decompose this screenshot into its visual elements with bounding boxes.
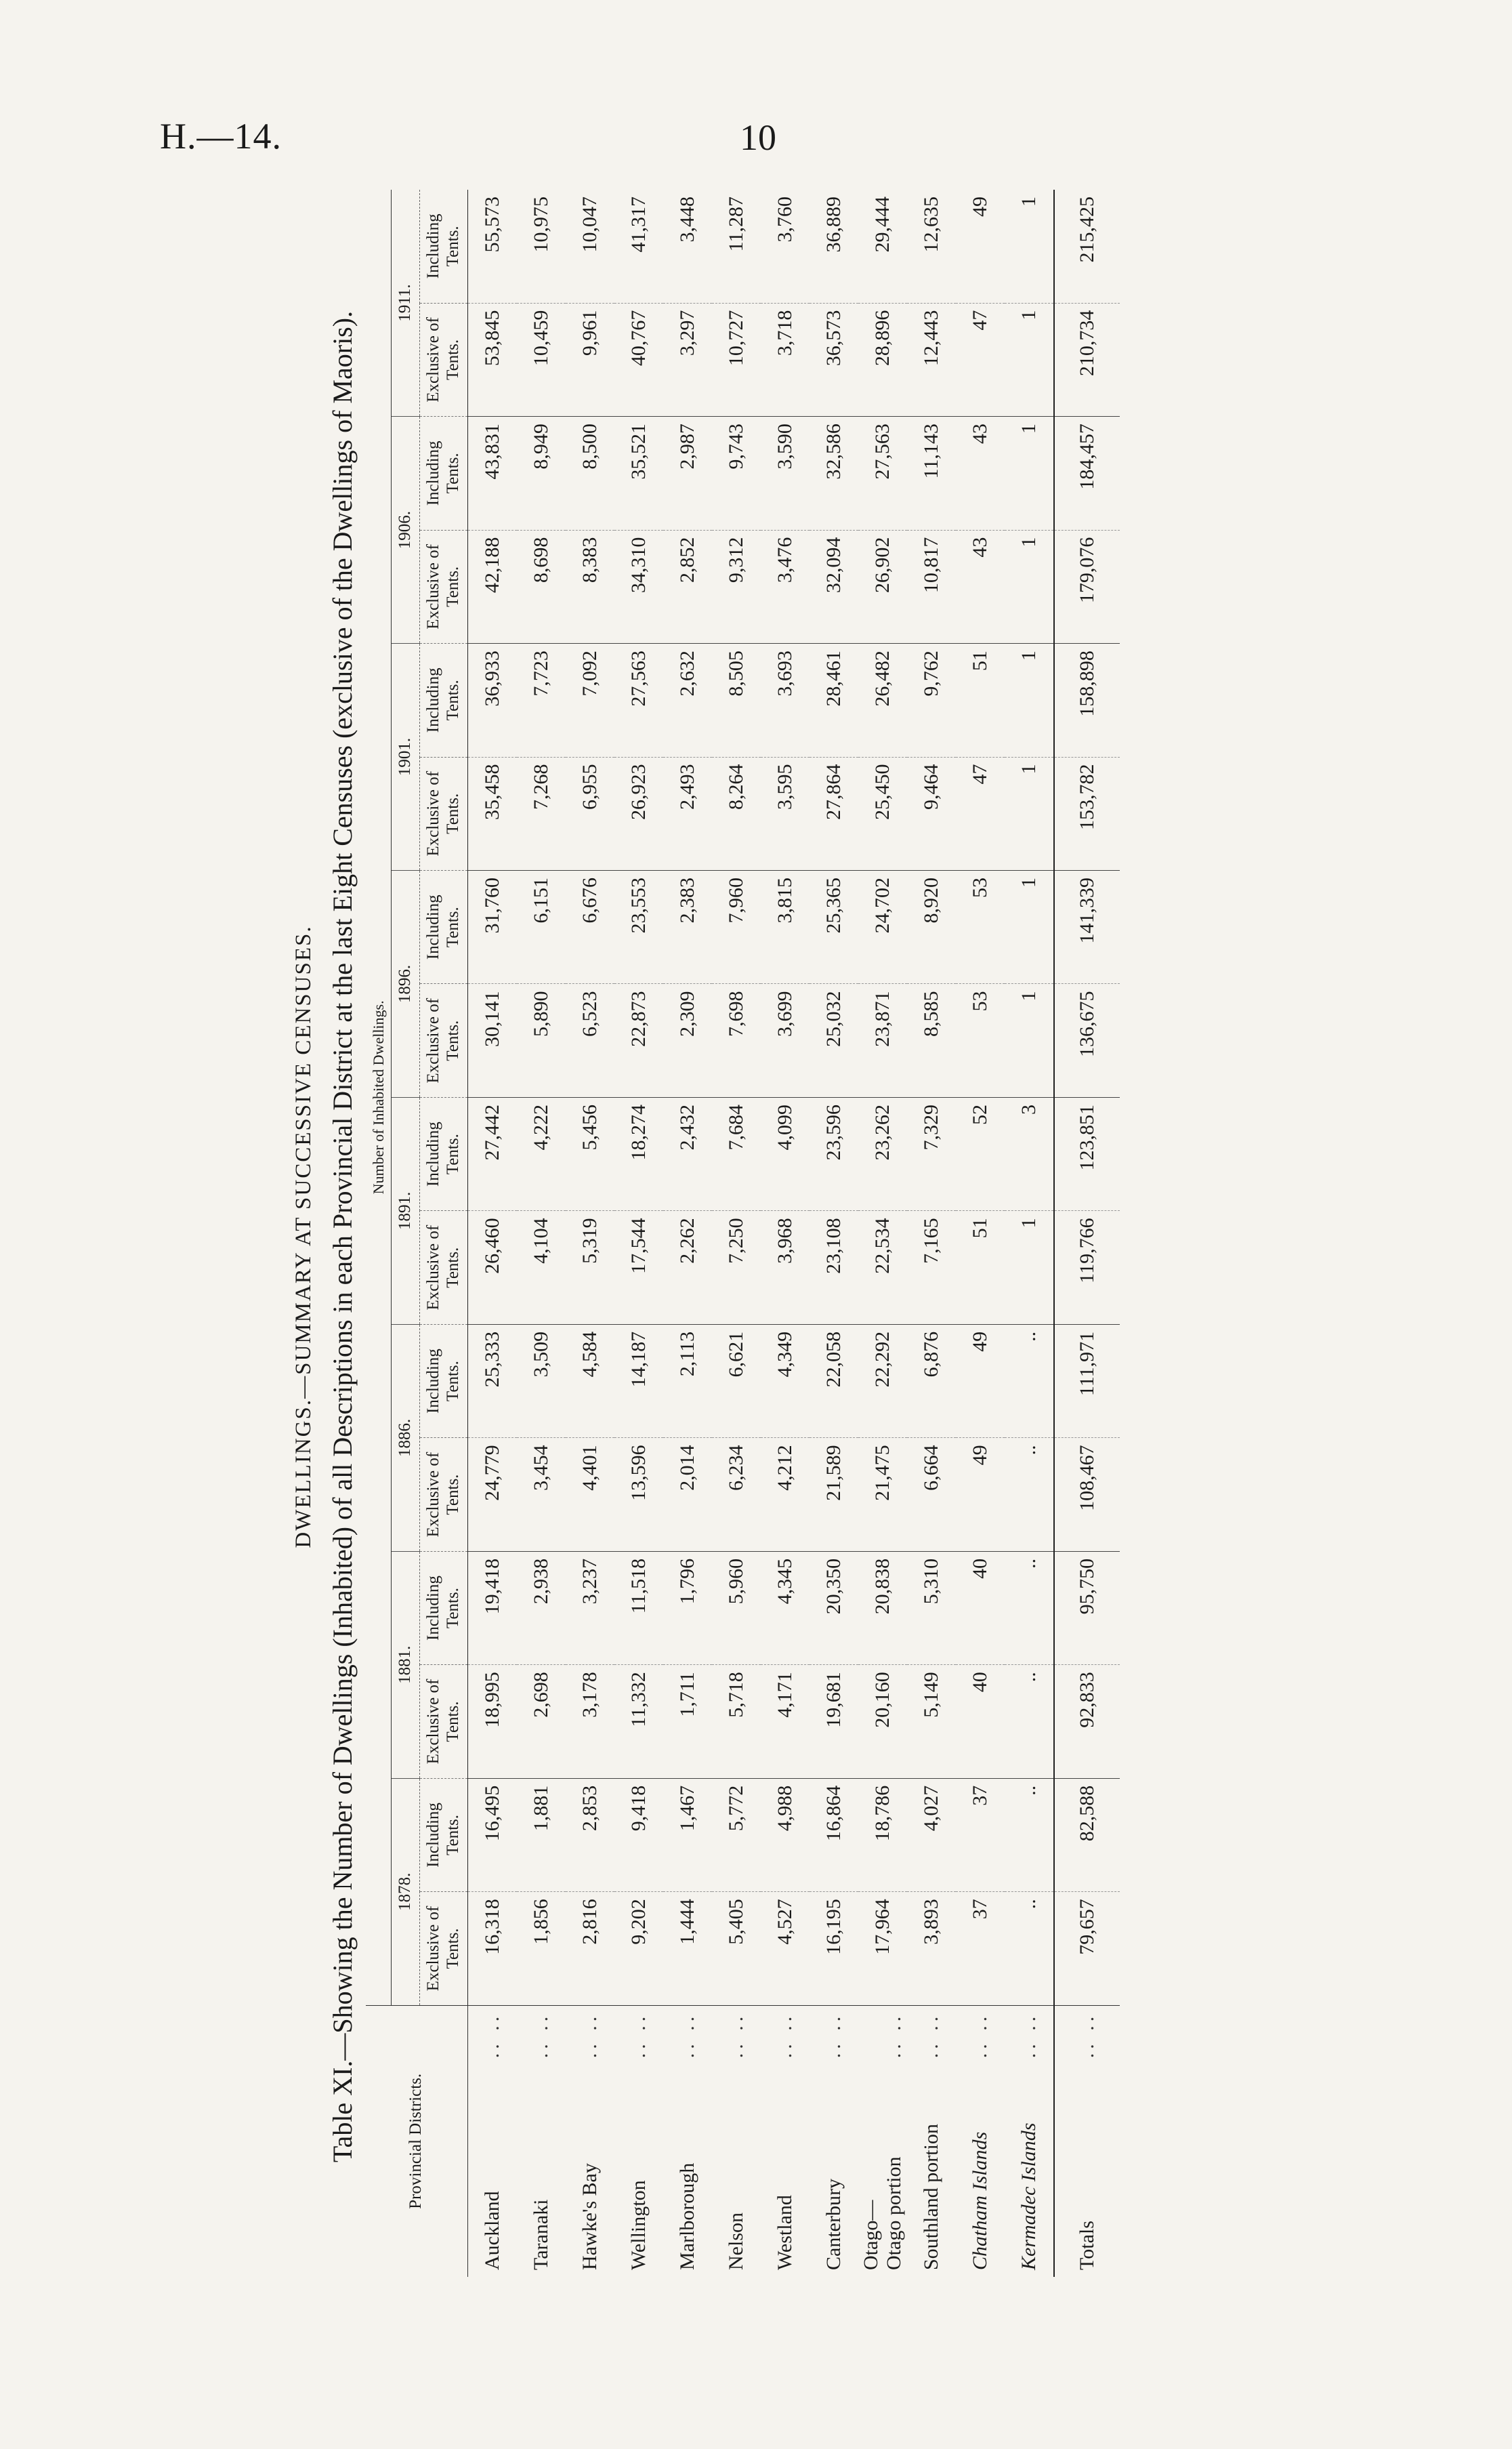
value-cell: 21,475 <box>858 1438 907 1551</box>
value-cell: 5,772 <box>712 1778 761 1891</box>
dwellings-table <box>366 190 1120 2277</box>
value-cell: 1,796 <box>663 1551 712 1664</box>
value-cell: 7,165 <box>907 1211 956 1324</box>
value-cell: 9,762 <box>907 644 956 757</box>
value-cell: 4,104 <box>517 1211 566 1324</box>
value-cell: 30,141 <box>467 984 517 1097</box>
district-name: Auckland <box>480 2191 503 2270</box>
value-cell: 1,467 <box>663 1778 712 1891</box>
value-cell: 26,460 <box>467 1211 517 1324</box>
value-cell: 22,292 <box>858 1324 907 1437</box>
year-header: 1896. <box>392 871 420 1098</box>
value-cell: 3,590 <box>761 417 810 530</box>
leader-dots: .. .. <box>822 2012 845 2059</box>
value-cell: 9,202 <box>614 1892 663 2005</box>
district-subname: Otago portion <box>882 2156 905 2270</box>
value-cell: 11,518 <box>614 1551 663 1664</box>
leader-dots: .. .. <box>724 2012 747 2059</box>
value-cell: 4,099 <box>761 1097 810 1210</box>
value-cell: 36,933 <box>467 644 517 757</box>
value-cell: 1,856 <box>517 1892 566 2005</box>
value-cell: 55,573 <box>467 190 517 303</box>
value-cell: 1 <box>1005 190 1054 303</box>
leader-dots: .. .. <box>1075 2012 1098 2059</box>
value-cell: 7,684 <box>712 1097 761 1210</box>
value-cell: 29,444 <box>858 190 907 303</box>
value-cell: 8,264 <box>712 757 761 870</box>
value-cell: 2,309 <box>663 984 712 1097</box>
value-cell: 5,405 <box>712 1892 761 2005</box>
value-cell: 53,845 <box>467 303 517 416</box>
district-name-cell <box>858 2005 907 2277</box>
value-cell: 2,014 <box>663 1438 712 1551</box>
year-header: 1881. <box>392 1551 420 1778</box>
district-name: Nelson <box>724 2213 747 2270</box>
value-cell: 28,896 <box>858 303 907 416</box>
value-cell: 5,960 <box>712 1551 761 1664</box>
value-cell: 5,890 <box>517 984 566 1097</box>
leader-dots: .. .. <box>882 2012 905 2059</box>
value-cell: 53 <box>956 984 1005 1097</box>
value-cell: 51 <box>956 644 1005 757</box>
value-cell: 8,505 <box>712 644 761 757</box>
value-cell: 26,923 <box>614 757 663 870</box>
value-cell: 5,456 <box>566 1097 614 1210</box>
value-cell: 25,032 <box>810 984 858 1097</box>
value-cell: 25,450 <box>858 757 907 870</box>
value-cell: 184,457 <box>1054 417 1120 530</box>
table-row <box>858 190 907 2277</box>
value-cell: 36,573 <box>810 303 858 416</box>
year-header: 1891. <box>392 1097 420 1324</box>
value-cell: 4,027 <box>907 1778 956 1891</box>
value-cell: 9,464 <box>907 757 956 870</box>
value-cell: 1,444 <box>663 1892 712 2005</box>
table-caption: Table XI.—Showing the Number of Dwellings (Inhabited) of all Descriptions in each Provincial District at the last Eight Censuses (exclusive of the Dwellings of Maoris). <box>327 310 358 2163</box>
table-row <box>956 190 1005 2277</box>
value-cell: 7,698 <box>712 984 761 1097</box>
value-cell: 1,711 <box>663 1665 712 1778</box>
value-cell: 47 <box>956 757 1005 870</box>
value-cell: 25,365 <box>810 871 858 984</box>
value-cell: 18,274 <box>614 1097 663 1210</box>
value-cell: 19,418 <box>467 1551 517 1664</box>
value-cell: 51 <box>956 1211 1005 1324</box>
stub-header: Provincial Districts. <box>366 2005 467 2277</box>
value-cell: 2,852 <box>663 530 712 643</box>
value-cell: 25,333 <box>467 1324 517 1437</box>
value-cell: 43 <box>956 417 1005 530</box>
value-cell: 2,632 <box>663 644 712 757</box>
value-cell: 32,094 <box>810 530 858 643</box>
including-tents-header: Including Tents. <box>420 1097 468 1210</box>
value-cell: 16,864 <box>810 1778 858 1891</box>
value-cell: 7,092 <box>566 644 614 757</box>
value-cell: 42,188 <box>467 530 517 643</box>
table-row <box>1005 190 1054 2277</box>
value-cell: 19,681 <box>810 1665 858 1778</box>
value-cell: 3,693 <box>761 644 810 757</box>
value-cell: 4,988 <box>761 1778 810 1891</box>
value-cell: 9,743 <box>712 417 761 530</box>
value-cell: 6,234 <box>712 1438 761 1551</box>
value-cell: .. <box>1005 1438 1054 1551</box>
value-cell: 153,782 <box>1054 757 1120 870</box>
value-cell: .. <box>1005 1324 1054 1437</box>
value-cell: 27,442 <box>467 1097 517 1210</box>
year-header: 1886. <box>392 1324 420 1551</box>
value-cell: 9,418 <box>614 1778 663 1891</box>
value-cell: .. <box>1005 1778 1054 1891</box>
totals-row <box>1054 190 1120 2277</box>
year-header: 1911. <box>392 190 420 417</box>
value-cell: 2,383 <box>663 871 712 984</box>
exclusive-of-tents-header: Exclusive of Tents. <box>420 303 468 416</box>
value-cell: 12,635 <box>907 190 956 303</box>
value-cell: 6,523 <box>566 984 614 1097</box>
district-name-cell <box>1054 2005 1120 2277</box>
value-cell: 13,596 <box>614 1438 663 1551</box>
exclusive-of-tents-header: Exclusive of Tents. <box>420 1892 468 2005</box>
district-name-cell <box>614 2005 663 2277</box>
value-cell: 8,383 <box>566 530 614 643</box>
value-cell: 210,734 <box>1054 303 1120 416</box>
value-cell: 1 <box>1005 984 1054 1097</box>
value-cell: 4,349 <box>761 1324 810 1437</box>
value-cell: 141,339 <box>1054 871 1120 984</box>
value-cell: 92,833 <box>1054 1665 1120 1778</box>
including-tents-header: Including Tents. <box>420 871 468 984</box>
value-cell: 4,527 <box>761 1892 810 2005</box>
value-cell: 23,596 <box>810 1097 858 1210</box>
district-name-cell <box>663 2005 712 2277</box>
value-cell: 40,767 <box>614 303 663 416</box>
district-name: Wellington <box>627 2180 650 2270</box>
value-cell: 27,563 <box>614 644 663 757</box>
district-name: Kermadec Islands <box>1017 2122 1040 2270</box>
value-cell: 52 <box>956 1097 1005 1210</box>
value-cell: 7,329 <box>907 1097 956 1210</box>
table-row <box>467 190 517 2277</box>
value-cell: 28,461 <box>810 644 858 757</box>
leader-dots: .. .. <box>578 2012 601 2059</box>
value-cell: 16,195 <box>810 1892 858 2005</box>
leader-dots: .. .. <box>480 2012 503 2059</box>
value-cell: 16,495 <box>467 1778 517 1891</box>
value-cell: 34,310 <box>614 530 663 643</box>
value-cell: 3 <box>1005 1097 1054 1210</box>
value-cell: 16,318 <box>467 1892 517 2005</box>
value-cell: 4,401 <box>566 1438 614 1551</box>
table-row <box>761 190 810 2277</box>
value-cell: 6,621 <box>712 1324 761 1437</box>
group-header: Number of Inhabited Dwellings. <box>366 190 392 2005</box>
leader-dots: .. .. <box>627 2012 650 2059</box>
district-name: Otago— <box>859 2200 882 2270</box>
value-cell: 23,553 <box>614 871 663 984</box>
value-cell: 43 <box>956 530 1005 643</box>
value-cell: 4,345 <box>761 1551 810 1664</box>
leader-dots: .. .. <box>529 2012 552 2059</box>
value-cell: 3,454 <box>517 1438 566 1551</box>
value-cell: 10,047 <box>566 190 614 303</box>
value-cell: 26,482 <box>858 644 907 757</box>
district-name-cell <box>956 2005 1005 2277</box>
page-number: 10 <box>740 117 776 158</box>
district-name-cell <box>517 2005 566 2277</box>
value-cell: 2,853 <box>566 1778 614 1891</box>
leader-dots: .. .. <box>1017 2012 1040 2059</box>
value-cell: 6,876 <box>907 1324 956 1437</box>
value-cell: 49 <box>956 190 1005 303</box>
value-cell: 10,975 <box>517 190 566 303</box>
district-name: Totals <box>1075 2221 1098 2270</box>
district-name-cell <box>1005 2005 1054 2277</box>
value-cell: 24,702 <box>858 871 907 984</box>
leader-dots: .. .. <box>919 2012 942 2059</box>
value-cell: 3,448 <box>663 190 712 303</box>
value-cell: 6,151 <box>517 871 566 984</box>
value-cell: 3,297 <box>663 303 712 416</box>
value-cell: 5,310 <box>907 1551 956 1664</box>
value-cell: 23,108 <box>810 1211 858 1324</box>
value-cell: 4,222 <box>517 1097 566 1210</box>
value-cell: 1 <box>1005 871 1054 984</box>
value-cell: 3,718 <box>761 303 810 416</box>
value-cell: 3,893 <box>907 1892 956 2005</box>
including-tents-header: Including Tents. <box>420 417 468 530</box>
including-tents-header: Including Tents. <box>420 1778 468 1891</box>
value-cell: 8,698 <box>517 530 566 643</box>
leader-dots: .. .. <box>968 2012 991 2059</box>
value-cell: 179,076 <box>1054 530 1120 643</box>
value-cell: 20,838 <box>858 1551 907 1664</box>
value-cell: 6,955 <box>566 757 614 870</box>
exclusive-of-tents-header: Exclusive of Tents. <box>420 984 468 1097</box>
value-cell: 3,595 <box>761 757 810 870</box>
value-cell: 7,268 <box>517 757 566 870</box>
value-cell: 111,971 <box>1054 1324 1120 1437</box>
value-cell: 3,815 <box>761 871 810 984</box>
value-cell: 3,699 <box>761 984 810 1097</box>
table-title-heading: DWELLINGS.—SUMMARY AT SUCCESSIVE CENSUSES. <box>291 925 316 1548</box>
value-cell: 5,319 <box>566 1211 614 1324</box>
value-cell: 36,889 <box>810 190 858 303</box>
value-cell: 10,817 <box>907 530 956 643</box>
value-cell: 37 <box>956 1892 1005 2005</box>
value-cell: 37 <box>956 1778 1005 1891</box>
table-row <box>566 190 614 2277</box>
value-cell: 215,425 <box>1054 190 1120 303</box>
value-cell: 1,881 <box>517 1778 566 1891</box>
value-cell: 79,657 <box>1054 1892 1120 2005</box>
value-cell: 40 <box>956 1665 1005 1778</box>
value-cell: 6,664 <box>907 1438 956 1551</box>
value-cell: 5,718 <box>712 1665 761 1778</box>
leader-dots: .. .. <box>675 2012 698 2059</box>
value-cell: 18,995 <box>467 1665 517 1778</box>
value-cell: 35,458 <box>467 757 517 870</box>
value-cell: 5,149 <box>907 1665 956 1778</box>
district-name-cell <box>467 2005 517 2277</box>
district-name: Hawke's Bay <box>578 2163 601 2270</box>
value-cell: 1 <box>1005 757 1054 870</box>
exclusive-of-tents-header: Exclusive of Tents. <box>420 530 468 643</box>
district-name-cell <box>566 2005 614 2277</box>
value-cell: 3,760 <box>761 190 810 303</box>
value-cell: 8,500 <box>566 417 614 530</box>
value-cell: 8,920 <box>907 871 956 984</box>
value-cell: 1 <box>1005 417 1054 530</box>
value-cell: 2,698 <box>517 1665 566 1778</box>
value-cell: 2,113 <box>663 1324 712 1437</box>
table-row <box>517 190 566 2277</box>
rotated-table-block <box>285 183 1240 2290</box>
table-row <box>663 190 712 2277</box>
value-cell: 7,960 <box>712 871 761 984</box>
value-cell: 17,964 <box>858 1892 907 2005</box>
value-cell: 2,262 <box>663 1211 712 1324</box>
district-name-cell <box>761 2005 810 2277</box>
value-cell: 23,871 <box>858 984 907 1097</box>
value-cell: 40 <box>956 1551 1005 1664</box>
value-cell: 23,262 <box>858 1097 907 1210</box>
value-cell: 11,332 <box>614 1665 663 1778</box>
value-cell: 27,864 <box>810 757 858 870</box>
value-cell: 27,563 <box>858 417 907 530</box>
leader-dots: .. .. <box>773 2012 796 2059</box>
value-cell: 22,534 <box>858 1211 907 1324</box>
value-cell: 35,521 <box>614 417 663 530</box>
value-cell: 9,961 <box>566 303 614 416</box>
district-name: Canterbury <box>822 2179 845 2270</box>
value-cell: 82,588 <box>1054 1778 1120 1891</box>
exclusive-of-tents-header: Exclusive of Tents. <box>420 1665 468 1778</box>
value-cell: 2,493 <box>663 757 712 870</box>
value-cell: 7,723 <box>517 644 566 757</box>
value-cell: 26,902 <box>858 530 907 643</box>
value-cell: 9,312 <box>712 530 761 643</box>
year-header: 1878. <box>392 1778 420 2005</box>
value-cell: 1 <box>1005 644 1054 757</box>
district-name: Chatham Islands <box>968 2131 991 2270</box>
value-cell: 2,432 <box>663 1097 712 1210</box>
value-cell: 22,873 <box>614 984 663 1097</box>
exclusive-of-tents-header: Exclusive of Tents. <box>420 1211 468 1324</box>
value-cell: 22,058 <box>810 1324 858 1437</box>
value-cell: 7,250 <box>712 1211 761 1324</box>
table-row <box>712 190 761 2277</box>
value-cell: 3,178 <box>566 1665 614 1778</box>
table-row <box>907 190 956 2277</box>
table-row <box>614 190 663 2277</box>
value-cell: .. <box>1005 1665 1054 1778</box>
value-cell: 49 <box>956 1438 1005 1551</box>
value-cell: 43,831 <box>467 417 517 530</box>
district-name: Taranaki <box>529 2199 552 2270</box>
year-header: 1906. <box>392 417 420 644</box>
district-name-cell <box>907 2005 956 2277</box>
value-cell: 1 <box>1005 530 1054 643</box>
value-cell: 2,816 <box>566 1892 614 2005</box>
district-name: Marlborough <box>675 2162 698 2270</box>
value-cell: 6,676 <box>566 871 614 984</box>
value-cell: 20,350 <box>810 1551 858 1664</box>
value-cell: 20,160 <box>858 1665 907 1778</box>
district-name-cell <box>810 2005 858 2277</box>
including-tents-header: Including Tents. <box>420 190 468 303</box>
value-cell: 8,949 <box>517 417 566 530</box>
value-cell: 136,675 <box>1054 984 1120 1097</box>
value-cell: 53 <box>956 871 1005 984</box>
value-cell: 2,938 <box>517 1551 566 1664</box>
value-cell: 123,851 <box>1054 1097 1120 1210</box>
including-tents-header: Including Tents. <box>420 1551 468 1664</box>
value-cell: 2,987 <box>663 417 712 530</box>
value-cell: 32,586 <box>810 417 858 530</box>
value-cell: 4,171 <box>761 1665 810 1778</box>
exclusive-of-tents-header: Exclusive of Tents. <box>420 1438 468 1551</box>
exclusive-of-tents-header: Exclusive of Tents. <box>420 757 468 870</box>
value-cell: .. <box>1005 1551 1054 1664</box>
value-cell: 17,544 <box>614 1211 663 1324</box>
value-cell: 3,968 <box>761 1211 810 1324</box>
value-cell: 11,143 <box>907 417 956 530</box>
value-cell: 108,467 <box>1054 1438 1120 1551</box>
value-cell: 4,212 <box>761 1438 810 1551</box>
value-cell: 8,585 <box>907 984 956 1097</box>
value-cell: 1 <box>1005 303 1054 416</box>
value-cell: 49 <box>956 1324 1005 1437</box>
value-cell: 3,509 <box>517 1324 566 1437</box>
year-header: 1901. <box>392 644 420 871</box>
value-cell: 18,786 <box>858 1778 907 1891</box>
value-cell: 3,476 <box>761 530 810 643</box>
value-cell: 3,237 <box>566 1551 614 1664</box>
value-cell: 10,727 <box>712 303 761 416</box>
value-cell: 14,187 <box>614 1324 663 1437</box>
page-code: H.—14. <box>160 116 282 157</box>
district-name-cell <box>712 2005 761 2277</box>
value-cell: 11,287 <box>712 190 761 303</box>
including-tents-header: Including Tents. <box>420 644 468 757</box>
value-cell: .. <box>1005 1892 1054 2005</box>
including-tents-header: Including Tents. <box>420 1324 468 1437</box>
value-cell: 95,750 <box>1054 1551 1120 1664</box>
district-name: Southland portion <box>919 2124 942 2270</box>
value-cell: 41,317 <box>614 190 663 303</box>
value-cell: 1 <box>1005 1211 1054 1324</box>
district-name: Westland <box>773 2195 796 2270</box>
value-cell: 47 <box>956 303 1005 416</box>
value-cell: 31,760 <box>467 871 517 984</box>
table-row <box>810 190 858 2277</box>
value-cell: 119,766 <box>1054 1211 1120 1324</box>
value-cell: 21,589 <box>810 1438 858 1551</box>
value-cell: 24,779 <box>467 1438 517 1551</box>
value-cell: 158,898 <box>1054 644 1120 757</box>
value-cell: 12,443 <box>907 303 956 416</box>
value-cell: 10,459 <box>517 303 566 416</box>
value-cell: 4,584 <box>566 1324 614 1437</box>
